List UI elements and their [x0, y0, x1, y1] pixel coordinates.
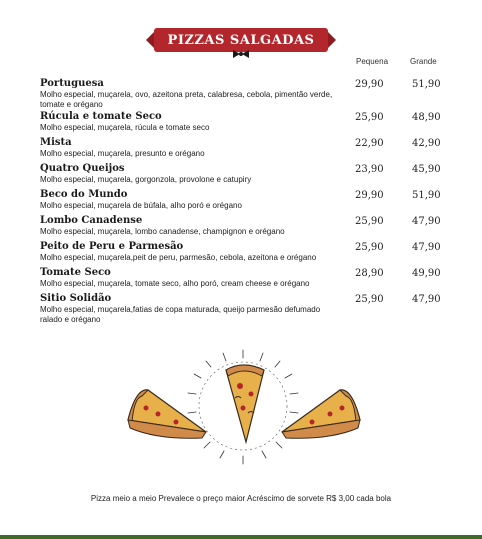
item-description: Molho especial, muçarela, rúcula e tomate seco [40, 123, 210, 132]
price-small: 25,90 [355, 112, 384, 123]
menu-item [40, 267, 450, 293]
price-large: 45,90 [412, 164, 441, 175]
item-description: Molho especial, muçarela, ovo, azeitona preta, calabresa, cebola, pimentão verde, tomate e orégano [40, 90, 333, 109]
menu-item [40, 293, 450, 327]
price-large: 51,90 [412, 79, 441, 90]
menu-item [40, 111, 450, 137]
bowtie-icon [232, 49, 250, 59]
menu-item [40, 137, 450, 163]
price-large: 47,90 [412, 216, 441, 227]
price-small: 22,90 [355, 138, 384, 149]
item-description: Molho especial, muçarela, gorgonzola, provolone e catupiry [40, 175, 252, 184]
column-header-large: Grande [410, 57, 437, 66]
menu-list [40, 78, 450, 327]
price-large: 49,90 [412, 268, 441, 279]
pizza-slice-icon [282, 390, 360, 438]
pizza-slice-icon [226, 365, 264, 442]
item-name: Lombo Canadense [40, 215, 143, 226]
price-small: 29,90 [355, 79, 384, 90]
item-name: Tomate Seco [40, 267, 111, 278]
item-name: Quatro Queijos [40, 163, 125, 174]
menu-item [40, 78, 450, 111]
menu-item [40, 241, 450, 267]
pizza-illustration [118, 348, 368, 478]
item-name: Beco do Mundo [40, 189, 128, 200]
price-large: 47,90 [412, 294, 441, 305]
item-name: Peito de Peru e Parmesão [40, 241, 184, 252]
column-header-small: Pequena [356, 57, 389, 66]
price-large: 47,90 [412, 242, 441, 253]
price-small: 23,90 [355, 164, 384, 175]
price-large: 42,90 [412, 138, 441, 149]
item-name: Portuguesa [40, 78, 104, 89]
price-large: 48,90 [412, 112, 441, 123]
section-title: PIZZAS SALGADAS [167, 32, 315, 48]
item-description: Molho especial, muçarela, tomate seco, alho poró, cream cheese e orégano [40, 279, 310, 288]
item-description: Molho especial, muçarela, presunto e orégano [40, 149, 205, 158]
price-small: 28,90 [355, 268, 384, 279]
price-small: 25,90 [355, 216, 384, 227]
footer-note: Pizza meio a meio Prevalece o preço maior Acréscimo de sorvete R$ 3,00 cada bola [90, 494, 392, 503]
item-name: Rúcula e tomate Seco [40, 111, 162, 122]
price-large: 51,90 [412, 190, 441, 201]
item-description: Molho especial, muçarela,fatias de copa maturada, queijo parmesão defumado ralado e orégano [40, 305, 321, 324]
item-name: Mista [40, 137, 72, 148]
pizza-slice-icon [128, 390, 206, 438]
item-description: Molho especial, muçarela de búfala, alho poró e orégano [40, 201, 242, 210]
price-small: 25,90 [355, 294, 384, 305]
price-small: 29,90 [355, 190, 384, 201]
price-small: 25,90 [355, 242, 384, 253]
menu-item [40, 215, 450, 241]
item-description: Molho especial, muçarela, lombo canadense, champignon e orégano [40, 227, 285, 236]
item-description: Molho especial, muçarela,peit de peru, parmesão, cebola, azeitona e orégano [40, 253, 317, 262]
item-name: Sitio Solidão [40, 293, 112, 304]
menu-item [40, 163, 450, 189]
bottom-bar [0, 535, 482, 539]
menu-item [40, 189, 450, 215]
